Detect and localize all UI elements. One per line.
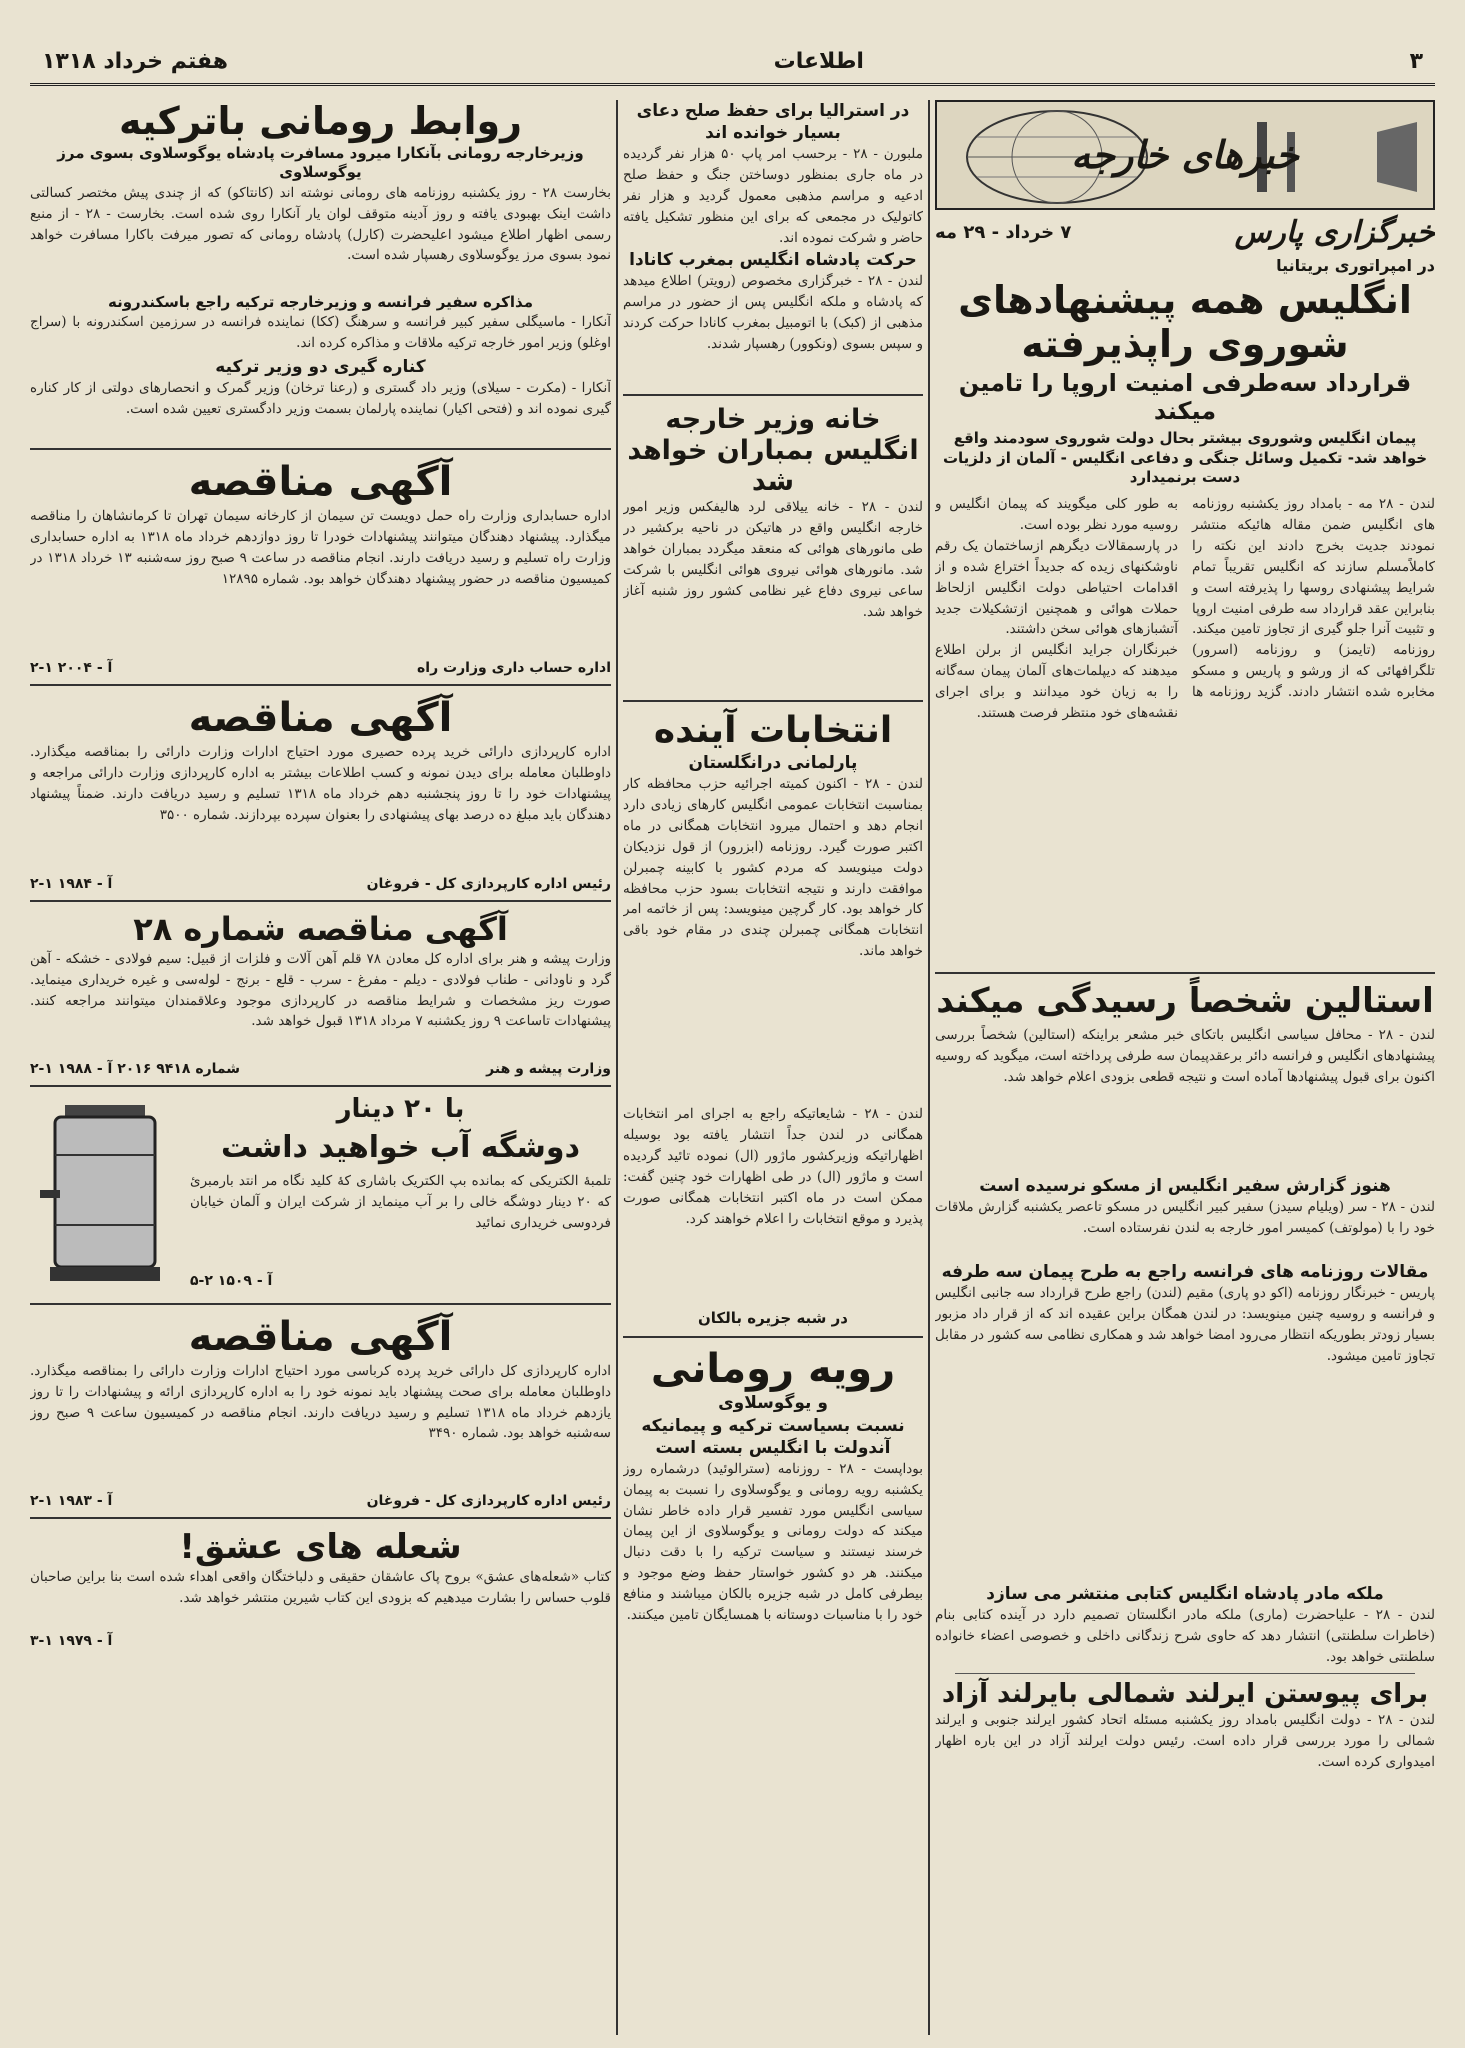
- ad-title: آگهی مناقصه: [188, 1313, 453, 1360]
- dateline-row: [935, 216, 1435, 251]
- queen-mother-story: لندن - ۲۸ - علیاحضرت (ماری) ملکه مادر انگلستان تصمیم دارد در آینده کتابی بنام (خاطرات سلطنتی) انتشار دهد که حاوی شرح زندگانی داخلی و خصوصی اعضاء خانواده سلطنتی خواهد بود.: [935, 1607, 1435, 1666]
- ad-code: آ - ۱۹۸۳ ۱-۲: [30, 1492, 113, 1509]
- iskenderun-subhead: مذاکره سفیر فرانسه و وزیرخارجه ترکیه راجع باسکندرونه: [107, 292, 534, 311]
- agency-name: خبرگزاری پارس: [1234, 215, 1435, 250]
- column-rule: [928, 100, 930, 2035]
- ad-code: آ - ۱۵۰۹ ۲-۵: [190, 1273, 273, 1290]
- heater-ad-text: [190, 1095, 611, 1295]
- middle-column: [623, 100, 923, 2035]
- divider: [623, 1336, 923, 1338]
- ad-footer: [30, 876, 611, 892]
- paragraph: لندن - ۲۸ مه - بامداد روز یکشنبه روزنامه های انگلیس ضمن مقاله هائیکه منتشر نمودند جدیت بخرج دادند این نکته را کاملاًمسلم سازند که انگلیس تقریباً تمام شرایط پیشنهادی روسها را پذیرفته است و بنابراین عقد قرارداد سه طرفی امنیت اروپا و تثبیت آنرا جلو گیری از تجاوز تامین میکند. روزنامه (تایمز) و روزنامه (اسرور) تلگرافهائی که از ورشو و پاریس و مسکو مخابره شده انتشار دادند. گزید روزنامه ها به طور کلی میگویند که پیمان انگلیس و روسیه مورد نظر بوده است.: [935, 495, 1435, 701]
- dateline: ۷ خرداد - ۲۹ مه: [935, 221, 1072, 243]
- right-column: [935, 100, 1435, 2035]
- divider: [30, 448, 611, 450]
- ad-footer: [30, 1493, 611, 1509]
- ambassador-subhead: هنوز گزارش سفیر انگلیس از مسکو نرسیده است: [979, 1176, 1391, 1197]
- page-number: ۳: [1409, 49, 1423, 74]
- book-ad-body: کتاب «شعله‌های عشق» بروح پاک عاشقان حقیقی و دلباختگان واقعی اهداء شده است بنا براین صاحبان قلوب حساس را بشارت میدهیم که بزودی این کتاب شیرین منتشر خواهد شد.: [30, 1569, 611, 1607]
- divider: [30, 1085, 611, 1087]
- column-rule: [616, 100, 618, 2035]
- divider: [30, 684, 611, 686]
- balkan-kicker: در شبه جزیره بالکان: [698, 1308, 848, 1327]
- romania-subhead-detail: نسبت بسیاست ترکیه و پیمانیکه آندولت با انگلیس بسته است: [641, 1415, 905, 1458]
- romania-headline: رویه رومانی: [650, 1346, 896, 1393]
- paragraph: خبرنگاران جراید انگلیس از برلن اطلاع میدهند که دیپلمات‌های آلمان پیمان سه‌گانه را به زیان خود میدانند و برای اجرای نقشه‌های خود منتظر فرصت هستند.: [935, 642, 1178, 722]
- french-papers-subhead: مقالات روزنامه های فرانسه راجع به طرح پیمان سه طرفه: [941, 1262, 1429, 1283]
- ad-footer: [30, 660, 611, 676]
- stalin-headline: استالین شخصاً رسیدگی میکند: [936, 980, 1434, 1021]
- ad-title: آگهی مناقصه شماره ۲۸: [133, 910, 508, 949]
- ad-code: آ - ۲۰۰۴ ۱-۲: [30, 660, 113, 677]
- australia-kicker: در استرالیا برای حفظ صلح دعای بسیار خوانده اند: [636, 101, 910, 144]
- australia-story: ملبورن - ۲۸ - برحسب امر پاپ ۵۰ هزار نفر گردیده در ماه جاری بمنظور دوساختن جنگ و حفظ صلح ادعیه و مراسم مذهبی معمول گردید و هزار نفر کاتولیک در مجمعی که برای این منظور تشکیل یافته حاضر و شرکت نموده اند.: [623, 146, 923, 246]
- ad-body: وزارت پیشه و هنر برای اداره کل معادن ۷۸ قلم آهن آلات و فلزات از قبیل: سیم فولادی - خشکه - آهن گرد و ناودانی - طناب فولادی - دیلم - مفرغ - سرب - قلع - برنج - لوله‌سی و غیره خریداری مینماید. صورت ریز مشخصات و شرایط مناقصه در کارپردازی موجود وعلاقمندان میتوانند مراجعه کنند. پیشنهادات تاساعت ۹ روز یکشنبه ۷ مرداد ۱۳۱۸ قبول خواهد شد.: [30, 950, 611, 1030]
- divider: [955, 1673, 1415, 1674]
- heater-ad-title: دوشگه آب خواهید داشت: [221, 1129, 580, 1165]
- main-story-body: [935, 494, 1435, 964]
- ad-footer: [30, 1061, 611, 1077]
- elections-headline: انتخابات آینده: [653, 710, 893, 752]
- king-canada-kicker: حرکت پادشاه انگلیس بمغرب کانادا: [629, 250, 917, 271]
- issue-date: هفتم خرداد ۱۳۱۸: [42, 49, 229, 74]
- ad-signature: رئیس اداره کارپردازی کل - فروغان: [366, 1492, 611, 1509]
- ireland-story: لندن - ۲۸ - دولت انگلیس بامداد روز یکشنبه مسئله اتحاد کشور ایرلند جنوبی و ایرلند شمالی را مورد بررسی قرار داده است. رئیس دولت ایرلند آزاد در این باره اظهار امیدواری کرده است.: [935, 1712, 1435, 1771]
- ad-body: اداره کارپردازی دارائی خرید پرده حصیری مورد احتیاج ادارات وزارت دارائی را بمناقصه میگذارد. داوطلبان معامله برای دیدن نمونه و کسب اطلاعات بیشتر به اداره کارپردازی وزارت دارائی مراجعه و پیشنهادات خود را تا روز پنجشنبه دهم خرداد ماه ۱۳۱۸ تسلیم و رسید دریافت دارند. ضمناً پیشنهاد دهندگان باید مبلغ ده درصد بهای پیشنهادی را بعنوان سپرده بپردازند. شماره ۳۵۰۰: [30, 744, 611, 824]
- main-headline: انگلیس همه پیشنهادهای شوروی راپذیرفته: [958, 277, 1412, 366]
- tender-ad-3: [30, 910, 611, 1076]
- paper-name: اطلاعات: [773, 49, 864, 74]
- ad-footer: [190, 1273, 611, 1289]
- queen-mother-subhead: ملکه مادر پادشاه انگلیس کتابی منتشر می سازد: [986, 1584, 1384, 1605]
- kicker: در امپراتوری بریتانیا: [1276, 255, 1435, 275]
- heater-ad-price: با ۲۰ دینار: [336, 1093, 465, 1124]
- ad-footer: [30, 1633, 611, 1649]
- divider: [30, 1303, 611, 1305]
- divider: [623, 394, 923, 396]
- stalin-story: لندن - ۲۸ - محافل سیاسی انگلیس باتکای خبر مشعر براینکه (استالین) شخصاً بررسی پیشنهادهای انگلیس و فرانسه دائر برعقدپیمان سه طرفی پرداخته است، میگوید که روسیه اکنون برای قبول پیشنهادها آماده است و نتیجه قطعی بزودی اعلام خواهد شد.: [935, 1027, 1435, 1085]
- ireland-headline: برای پیوستن ایرلند شمالی بایرلند آزاد: [941, 1679, 1429, 1710]
- left-column: [30, 100, 611, 2035]
- divider: [30, 900, 611, 902]
- ad-code: آ - ۱۹۷۹ ۱-۳: [30, 1633, 113, 1650]
- romania-subhead: و یوگوسلاوی: [718, 1393, 828, 1414]
- foreign-minister-story: لندن - ۲۸ - خانه ییلاقی لرد هالیفکس وزیر امور خارجه انگلیس واقع در هاتیکن در ناحیه برکشیر در طی مانورهای هوائی که منعقد میگردد بمباران خواهد شد. مانورهای هوائی نیروی هوائی انگلیس با شرکت ساعی نیروی دفاع غیر نظامی کشور روز شنبه آغاز خواهد شد.: [623, 499, 923, 621]
- tender-ad-2: [30, 694, 611, 892]
- subheadline-detail: پیمان انگلیس وشوروی بیشتر بحال دولت شوروی سودمند واقع خواهد شد- تکمیل وسائل جنگی و دفاعی انگلیس - آلمان از دلزیات دست برنمیدارد: [942, 429, 1428, 487]
- french-papers-story: پاریس - خبرنگار روزنامه (اکو دو پاری) مقیم (لندن) راجع طرح قرارداد سه جانبی انگلیس و فرانسه و روسیه چنین مینویسد: در لندن همگان براین عقیده اند که از قرار داد مزبور بسیار زودتر بطوریکه انتظار می‌رود امضا خواهد شد و همکاری نظامی سه کشور در مقابل تجاوز تامین میشود.: [935, 1285, 1435, 1364]
- water-heater-illustration: [30, 1095, 180, 1295]
- romania-turkey-story: بخارست ۲۸ - روز یکشنبه روزنامه های رومانی نوشته اند (کانتاکو) که از چندی پیش مختصر کسالتی داشت اینک بهبودی یافته و روز آدینه متوقف لوان یار آنکارا روی شده است. بخارست - ۲۸ - از منبع رسمی اظهار اطلاع میشود اعلیحضرت (کارل) پادشاه رومانی که تصور میرفت باکارا مسافرت خواهد نمود بسوی مرز یوگوسلاوی رهسپار شده است.: [30, 184, 611, 264]
- ambassador-story: لندن - ۲۸ - سر (ویلیام سیدز) سفیر کبیر انگلیس در مسکو تاعصر یکشنبه گزارش ملاقات خود را با (مولوتف) کمیسر امور خارجه به لندن نفرستاده است.: [935, 1199, 1435, 1237]
- romania-turkey-subhead: وزیرخارجه رومانی بآنکارا میرود مسافرت پادشاه یوگوسلاوی بسوی مرز یوگوسلاوی: [57, 143, 584, 182]
- romania-story: بوداپست - ۲۸ - روزنامه (سترالوئید) درشماره روز یکشنبه رویه رومانی و یوگوسلاوی را نسبت به پیمان سیاسی انگلیس مورد تفسیر قرار داده خاطر نشان میکند که دولت رومانی و یوگوسلاوی از این پیمان خرسند نیستند و سیاست ترکیه را با دقت دنبال میکنند. هر دو کشور خواستار حفظ وضع موجود و بیطرفی کامل در شبه جزیره بالکان میباشند و منافع خود را با مناسبات دوستانه با همسایگان تامین میکنند.: [623, 1460, 923, 1624]
- masthead: [30, 40, 1435, 86]
- ad-body: اداره حسابداری وزارت راه حمل دویست تن سیمان از کارخانه سیمان تهران تا کرمانشاهان را مناقصه میگذارد. پیشنهاد دهندگان میتوانند پیشنهادات خودرا تا روز دوازدهم خرداد ماه ۱۳۱۸ به اداره حسابداری وزارت راه تسلیم و رسید دریافت دارند. انجام مناقصه در ساعت ۹ صبح روز سه‌شنبه ۱۳ خرداد ۱۳۱۸ در کمیسیون مناقصه در حضور پیشنهاد دهندگان خواهد بود. شماره ۱۲۸۹۵: [30, 508, 611, 588]
- ad-signature: رئیس اداره کارپردازی کل - فروغان: [366, 876, 611, 893]
- tender-ad-1: [30, 458, 611, 676]
- foreign-minister-headline: خانه وزیر خارجه انگلیس بمباران خواهد شد: [627, 404, 919, 498]
- elections-subhead: پارلمانی درانگلستان: [688, 752, 858, 773]
- heater-ad-body: تلمبۀ الکتریکی که بمانده بپ الکتریک باشاری کۀ کلید نگاه مر انتد بارمبرئ که ۲۰ دینار دوشگه خالی را بر آب مینماید از شرکت ایران و آلمان خیابان فردوسی خریداری نمائید: [190, 1173, 611, 1231]
- book-ad: [30, 1527, 611, 1650]
- ad-code: شماره ۹۴۱۸ ۲۰۱۶ آ - ۱۹۸۸ ۱-۲: [30, 1060, 241, 1077]
- book-ad-title: شعله های عشق!: [179, 1526, 462, 1567]
- elections-story: لندن - ۲۸ - اکنون کمیته اجرائیه حزب محافظه کار بمناسبت انتخابات عمومی انگلیس کارهای زیادی دارد انجام دهد و احتمال میرود انتخابات همگانی در ماه اکتبر صورت گیرد. روزنامه (ابزرور) از قول نزدیکان دولت مینویسد که مردم کشور با کابینه چمبرلن موافقت دارند و نتیجه انتخابات بسود حزب محافظه کار خواهد بود. کار گرچین مینویسد: پس از خاتمه امر انتخابات همگانی چمبرلن چندی در مقام خود باقی خواهد ماند.: [623, 775, 923, 960]
- ad-code: آ - ۱۹۸۴ ۱-۲: [30, 876, 113, 893]
- ad-title: آگهی مناقصه: [188, 695, 453, 742]
- newspaper-page: [30, 40, 1435, 2035]
- subheadline: قرارداد سه‌طرفی امنیت اروپا را تامین میکند: [958, 369, 1412, 425]
- ad-body: اداره کارپردازی کل دارائی خرید پرده کرباسی مورد احتیاج ادارات وزارت دارائی را بمناقصه میگذارد. داوطلبان معامله برای صحت پیشنهاد باید نمونه خود را به اداره کارپردازی ارائه و پیشنهادات را تا روز یازدهم خرداد ماه ۱۳۱۸ تسلیم و رسید دریافت دارند. انجام مناقصه در کمیسیون ساعت ۹ صبح روز سه‌شنبه خواهد بود. شماره ۳۴۹۰: [30, 1362, 611, 1442]
- tender-ad-4: [30, 1313, 611, 1509]
- divider: [30, 1517, 611, 1519]
- paragraph: در پارسمقالات دیگرهم ازساختمان یک رقم ناوشکنهای زیده که جدیداً اختراع شده و از اقدامات احتیاطی دولت انگلیس ازلحاظ حملات هوائی و همچنین ازتشکیلات جدید آتشبازهای هوائی سخن داشتند.: [935, 537, 1178, 638]
- resignation-subhead: کناره گیری دو وزیر ترکیه: [215, 357, 426, 378]
- elections-story-cont: لندن - ۲۸ - شایعاتیکه راجع به اجرای امر انتخابات همگانی در لندن جداً انتشار یافته بود بوسیله اظهاراتیکه وزیرکشور ماژور (ال) نموده تائید گردیده است و ماژور (ال) در طی اظهارات خود چنین گفت: ممکن است در ماه اکتبر انتخابات همگانی صورت پذیرد و موقع انتخابات را اعلام خواهند کرد.: [623, 1105, 923, 1227]
- foreign-news-banner: [935, 100, 1435, 210]
- ad-signature: اداره حساب داری وزارت راه: [417, 660, 611, 677]
- resignation-story: آنکارا - (مکرت - سیلای) وزیر داد گستری و (رعنا ترخان) وزیر گمرک و انحصارهای دولتی از کار کناره گیری نموده اند و (فتحی اکیار) نماینده پارلمان بسمت وزیر دادگستری تعیین شده است.: [30, 380, 611, 418]
- ad-title: آگهی مناقصه: [188, 459, 453, 506]
- section-banner-title: خبرهای خارجه: [1071, 133, 1299, 177]
- divider: [935, 972, 1435, 974]
- ad-signature: وزارت پیشه و هنر: [486, 1060, 611, 1077]
- divider: [623, 700, 923, 702]
- iskenderun-story: آنکارا - ماسیگلی سفیر کبیر فرانسه و سرهنگ (ککا) نماینده فرانسه در سرزمین اسکندرونه با (سراج اوغلو) وزیر امور خارجه ترکیه ملاقات و مذاکره کرده اند.: [30, 314, 611, 352]
- romania-turkey-headline: روابط رومانی باترکیه: [118, 100, 523, 143]
- heater-ad: [30, 1095, 611, 1295]
- king-canada-story: لندن - ۲۸ - خبرگزاری مخصوص (رویتر) اطلاع میدهد که پادشاه و ملکه انگلیس پس از حضور در مراسم مذهبی از (کبک) با اتومبیل بمغرب کانادا حرکت کردند و سپس بسوی (ونکوور) رهسپار شدند.: [623, 273, 923, 353]
